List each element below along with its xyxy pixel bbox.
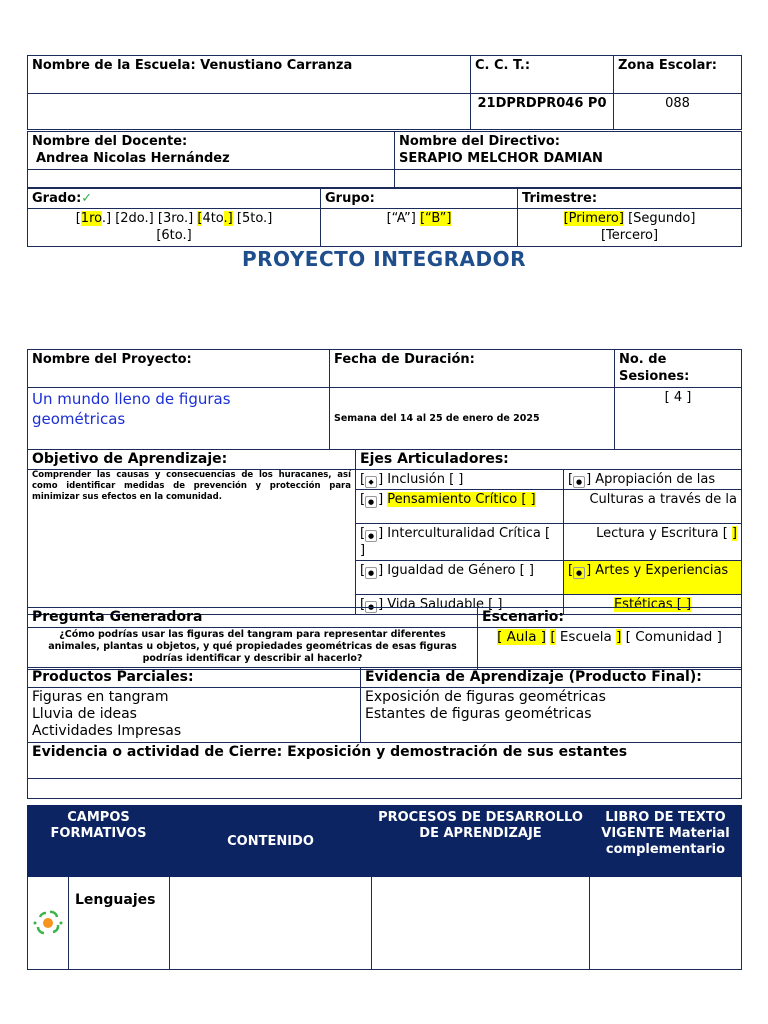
check-icon: ✓: [81, 191, 93, 206]
esc-escuela: Escuela: [555, 629, 617, 645]
empty-cell: [395, 170, 742, 188]
eje-icon: ●: [365, 601, 377, 613]
eje-lectura-cell: [564, 524, 742, 561]
evidencias-list: [361, 688, 742, 743]
lenguajes-label: Lenguajes: [75, 892, 156, 908]
objetivo-label: Objetivo de Aprendizaje:: [28, 450, 356, 470]
evidencia-label: Evidencia de Aprendizaje (Producto Final):: [361, 668, 742, 688]
pregunta-table: [27, 607, 742, 670]
eje-lectura: Lectura y Escritura [: [596, 526, 728, 541]
col-campos: CAMPOS FORMATIVOS: [28, 806, 170, 877]
nombre-proyecto-value: Un mundo lleno de figuras geométricas: [28, 388, 330, 450]
grade-table: [27, 188, 742, 247]
grado-2do: [2do.]: [115, 211, 154, 226]
eje-apropiacion: ] Apropiación de las: [586, 472, 716, 487]
eje-icon: ●: [365, 567, 377, 579]
eje-icon: ●: [573, 567, 585, 579]
list-item: Exposición de figuras geométricas: [365, 689, 606, 705]
school-info-table: [27, 55, 742, 130]
list-item: Figuras en tangram: [32, 689, 169, 705]
project-table: [27, 349, 742, 450]
grupo-b: [“B”]: [419, 211, 452, 226]
eje-igualdad-cell: [ ● ] Igualdad de Género [ ]: [356, 561, 564, 595]
list-item: Estantes de figuras geométricas: [365, 706, 592, 722]
objetivo-cell: [28, 470, 356, 615]
staff-table: [27, 131, 742, 188]
empty-cell: [28, 94, 471, 130]
trimestre-label: Trimestre:: [518, 189, 742, 209]
zona-label: Zona Escolar:: [614, 56, 742, 94]
lenguajes-cell: [28, 877, 170, 970]
eje-icon: ◆: [365, 476, 377, 488]
eje-lectura-end: ]: [731, 526, 737, 541]
sesiones-label: No. de Sesiones:: [615, 350, 742, 388]
eje-igualdad: ] Igualdad de Género [ ]: [378, 563, 534, 578]
ejes-label-cell: [356, 450, 742, 470]
eje-vida: ] Vida Saludable [ ]: [378, 597, 503, 612]
list-item: Lluvia de ideas: [32, 706, 137, 722]
grupo-a: [“A”]: [386, 211, 416, 226]
grado-5to: [5to.]: [236, 211, 273, 226]
grado-4to: 4to: [202, 211, 224, 226]
col-contenido: CONTENIDO: [170, 806, 372, 877]
eje-inclusion: ] Inclusión [ ]: [378, 472, 464, 487]
empty-cell: [372, 877, 590, 970]
escenario-label: Escenario:: [478, 608, 742, 628]
empty-cell: [28, 779, 742, 799]
fecha-label: Fecha de Duración:: [330, 350, 615, 388]
eje-vida-cell: [ ● ] Vida Saludable [ ]: [356, 595, 564, 615]
pregunta-cell: [28, 628, 478, 670]
trimestre-options: [518, 209, 742, 247]
page-title: PROYECTO INTEGRADOR: [241, 247, 527, 271]
eje-esteticas: Estéticas [ ]: [613, 597, 692, 612]
col-procesos: PROCESOS DE DESARROLLO DE APRENDIZAJE: [372, 806, 590, 877]
school-name: Nombre de la Escuela: Venustiano Carranza: [28, 56, 471, 94]
eje-pensamiento: Pensamiento Crítico [ ]: [387, 492, 536, 507]
grado-label-cell: [28, 189, 321, 209]
eje-artes: ] Artes y Experiencias: [586, 563, 729, 578]
eje-artes-cell: [ ● ] Artes y Experiencias: [564, 561, 742, 595]
pregunta-value: ¿Cómo podrías usar las figuras del tangram para representar diferentes animales, plantas u objetos, y qué propiedades geométricas de esas figuras podrías identificar y describir al hacerlo?: [48, 629, 457, 664]
docente-label: Nombre del Docente:: [32, 134, 188, 149]
campos-table: [27, 805, 742, 970]
esc-comunidad: [ Comunidad ]: [625, 629, 722, 645]
directivo-label: Nombre del Directivo:: [399, 134, 560, 149]
docente-value: Andrea Nicolas Hernández: [36, 151, 230, 166]
objetivo-ejes-table: [27, 449, 742, 615]
docente-cell: [28, 132, 395, 170]
eje-icon: ●: [365, 496, 377, 508]
esc-aula: [ Aula ]: [497, 629, 547, 645]
list-item: Actividades Impresas: [32, 723, 182, 739]
eje-intercultural-cell: [ ● ] Interculturalidad Crítica [ ]: [356, 524, 564, 561]
nombre-proyecto-label: Nombre del Proyecto:: [28, 350, 330, 388]
grado-options: [1ro.] [2do.] [3ro.] [4to.] [5to.] [6to.]: [28, 209, 321, 247]
eje-culturas: Culturas a través de la: [564, 490, 742, 524]
escenario-options: [ Aula ] [ Escuela ] [ Comunidad ]: [478, 628, 742, 670]
cierre-value: Evidencia o actividad de Cierre: Exposición y demostración de sus estantes: [28, 743, 742, 779]
sesiones-value: [ 4 ]: [615, 388, 742, 450]
eje-apropiacion-cell: [ ● ] Apropiación de las: [564, 470, 742, 490]
trim-segundo: [Segundo]: [628, 211, 696, 226]
eje-inclusion-cell: [ ◆ ] Inclusión [ ]: [356, 470, 564, 490]
grupo-label: Grupo:: [321, 189, 518, 209]
grado-label: Grado:: [32, 191, 82, 206]
trim-primero: [Primero]: [563, 211, 624, 226]
grado-3ro: [3ro.]: [157, 211, 194, 226]
fecha-value: Semana del 14 al 25 de enero de 2025: [330, 388, 615, 450]
cct-value: 21DPRDPR046 P0: [471, 94, 614, 130]
eje-icon: ●: [365, 530, 377, 542]
grupo-options: [321, 209, 518, 247]
empty-cell: [590, 877, 742, 970]
empty-cell: [170, 877, 372, 970]
ejes-label: Ejes Articuladores:: [360, 451, 509, 467]
productos-list: [28, 688, 361, 743]
empty-cell: [28, 170, 395, 188]
eje-icon: ●: [573, 476, 585, 488]
pregunta-label: Pregunta Generadora: [28, 608, 478, 628]
productos-label: Productos Parciales:: [28, 668, 361, 688]
lenguajes-icon: [28, 877, 69, 969]
grado-6to: [6to.]: [156, 228, 192, 243]
eje-pensamiento-cell: [ ● ] Pensamiento Crítico [ ]: [356, 490, 564, 524]
zona-value: 088: [614, 94, 742, 130]
grado-1ro: 1ro: [80, 211, 102, 226]
col-libro: LIBRO DE TEXTO VIGENTE Material complementario: [590, 806, 742, 877]
directivo-value: SERAPIO MELCHOR DAMIAN: [399, 151, 603, 166]
trim-tercero: [Tercero]: [600, 228, 659, 243]
directivo-cell: [395, 132, 742, 170]
productos-table: [27, 667, 742, 799]
cct-label: C. C. T.:: [471, 56, 614, 94]
objetivo-value: Comprender las causas y consecuencias de los huracanes, así como identificar medidas de prevención y protección para minimizar sus efectos en la comunidad.: [32, 470, 351, 502]
eje-intercultural: ] Interculturalidad Crítica [ ]: [360, 526, 551, 558]
